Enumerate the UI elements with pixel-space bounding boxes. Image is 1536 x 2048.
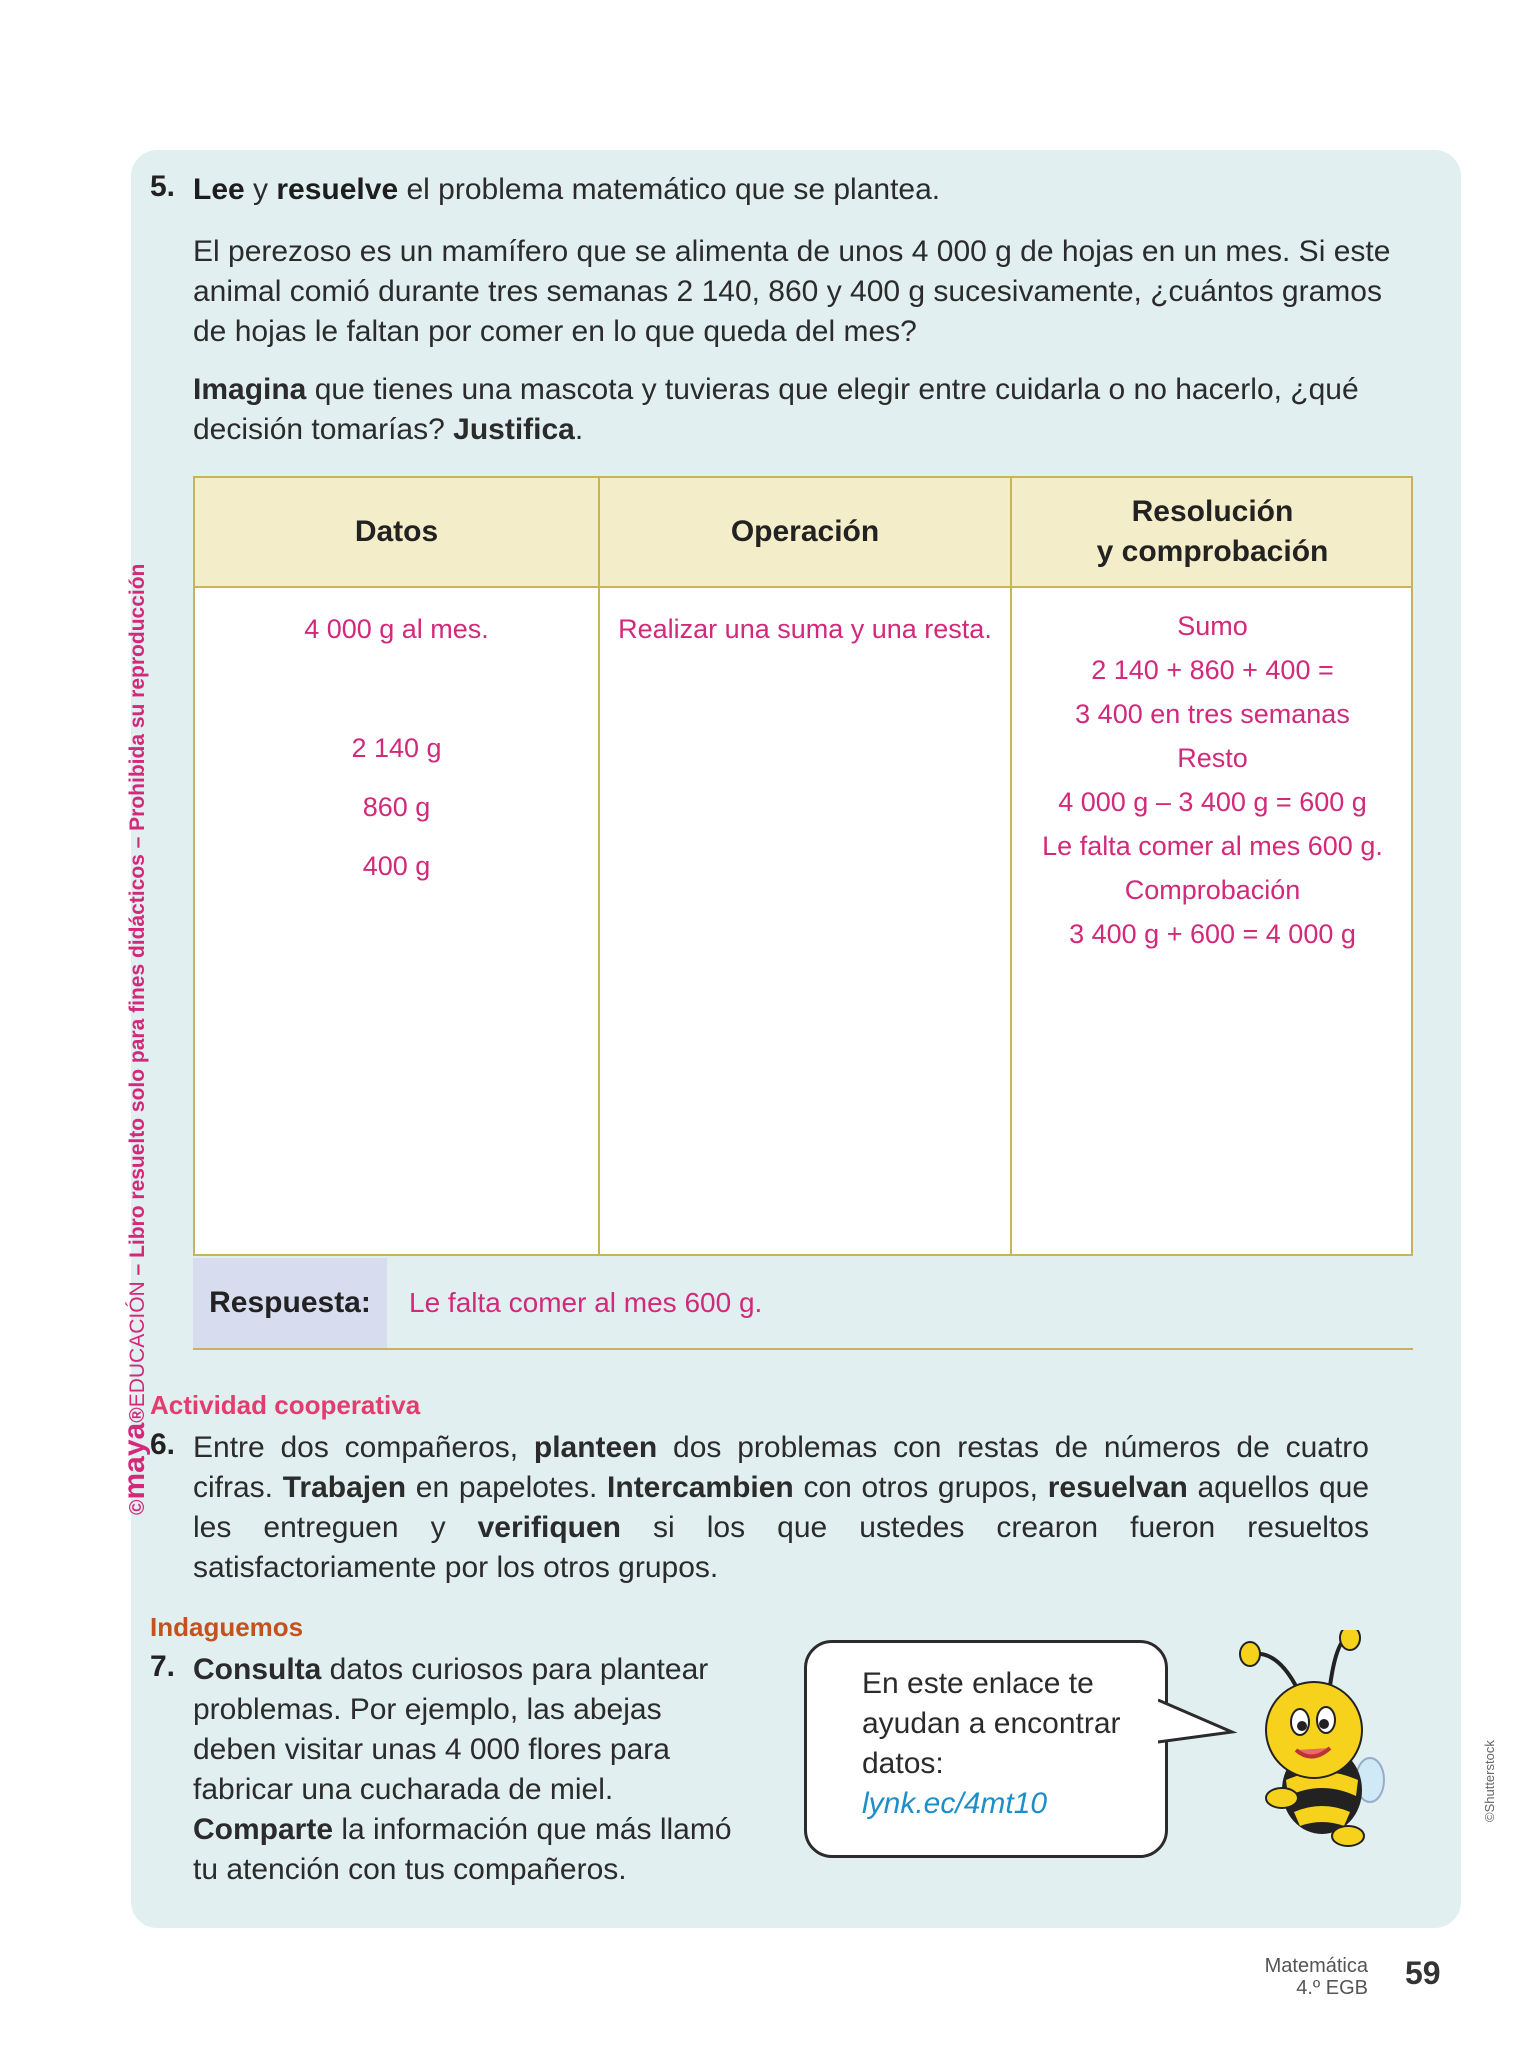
bee-antenna-tip: [1240, 1642, 1260, 1666]
coop-text: si los que ustedes crearon fueron resueltos satisfactoriamente por los otros grupos.: [193, 1511, 1369, 1584]
bee-antenna-tip: [1340, 1630, 1360, 1650]
answer-row: [193, 1258, 1413, 1350]
coop-title: Actividad cooperativa: [150, 1390, 421, 1420]
instruction-word-lee: Lee: [193, 173, 245, 206]
answer-value: Le falta comer al mes 600 g.: [409, 1287, 763, 1318]
resolucion-line: 3 400 en tres semanas: [1075, 699, 1350, 729]
footer-subject-name: Matemática: [1264, 1955, 1368, 1977]
indag-bold-comparte: Comparte: [193, 1813, 334, 1846]
header-resolucion-line1: Resolución: [1131, 495, 1294, 528]
imagine-prompt: [193, 370, 1423, 450]
coop-bold-verifiquen: verifiquen: [477, 1511, 621, 1544]
question-5-instruction: [193, 170, 940, 210]
resolucion-line: Sumo: [1177, 611, 1248, 641]
datos-cell-monthly: 4 000 g al mes.: [304, 614, 489, 644]
indag-instructions: [193, 1650, 733, 1890]
bee-head: [1266, 1682, 1362, 1778]
bee-foot: [1332, 1826, 1364, 1846]
brand-logo-text: maya: [118, 1422, 151, 1500]
page-number: 59: [1405, 1955, 1441, 1991]
imagine-text: que tienes una mascota y tuvieras que elegir entre cuidarla o no hacerlo, ¿qué decisión tomarías?: [193, 373, 1359, 446]
bee-illustration: [1238, 1630, 1388, 1850]
bee-pupil: [1297, 1721, 1307, 1731]
imagine-period: .: [574, 413, 584, 446]
coop-instructions: [193, 1428, 1369, 1588]
instruction-word-resuelve: resuelve: [276, 173, 399, 206]
bee-hand: [1266, 1788, 1298, 1808]
datos-cell-week3: 400 g: [362, 851, 431, 881]
bubble-text: [862, 1664, 1162, 1824]
question-7-number: 7.: [150, 1650, 176, 1683]
datos-cell-week1: 2 140 g: [351, 733, 442, 763]
header-resolucion: [1012, 478, 1413, 586]
indag-text: datos curiosos para plantear problemas. Por ejemplo, las abejas deben visitar unas 4 000 flores para fabricar una cucharada de miel.: [193, 1653, 709, 1806]
bubble-message: En este enlace te ayudan a encontrar datos:: [862, 1667, 1121, 1780]
question-6-number: 6.: [150, 1428, 176, 1461]
imagine-bold: Imagina: [193, 373, 307, 406]
indag-text: la información que más llamó tu atención con tus compañeros.: [193, 1813, 732, 1886]
resolucion-line: 4 000 g – 3 400 g = 600 g: [1058, 787, 1367, 817]
coop-bold-trabajen: Trabajen: [282, 1471, 407, 1504]
instruction-rest: el problema matemático que se plantea.: [398, 173, 941, 206]
coop-text: con otros grupos,: [793, 1471, 1048, 1504]
coop-bold-planteen: planteen: [533, 1431, 658, 1464]
edu-text: EDUCACIÓN: [126, 1281, 149, 1408]
coop-bold-resuelvan: resuelvan: [1047, 1471, 1188, 1504]
resolucion-line: 3 400 g + 600 = 4 000 g: [1069, 919, 1356, 949]
copyright-notice: [118, 564, 152, 1515]
coop-text: aquellos que les entreguen y: [193, 1471, 1370, 1544]
coop-text: dos problemas con restas de números de cuatro cifras.: [193, 1431, 1369, 1504]
instruction-connector: y: [244, 173, 277, 206]
datos-cell-week2: 860 g: [362, 792, 431, 822]
operacion-cell: Realizar una suma y una resta.: [618, 614, 992, 644]
resolucion-line: 2 140 + 860 + 400 =: [1091, 655, 1334, 685]
resolucion-line: Le falta comer al mes 600 g.: [1042, 831, 1383, 861]
bee-pupil: [1319, 1719, 1329, 1729]
resolution-table: [193, 476, 1413, 1256]
justify-bold: Justifica: [453, 413, 575, 446]
resolucion-cell: [1012, 604, 1413, 956]
header-datos: Datos: [354, 515, 439, 548]
coop-text: en papelotes.: [406, 1471, 608, 1504]
question-5-number: 5.: [150, 170, 176, 203]
coop-bold-intercambien: Intercambien: [607, 1471, 794, 1504]
indag-title: Indaguemos: [150, 1612, 304, 1642]
header-operacion: Operación: [730, 515, 880, 548]
resolucion-line: Comprobación: [1124, 875, 1301, 905]
header-resolucion-line2: y comprobación: [1096, 535, 1329, 568]
answer-label: Respuesta:: [193, 1258, 387, 1348]
notice-text: – Libro resuelto solo para fines didácticos – Prohibida su reproducción: [126, 563, 149, 1282]
registered-symbol: ®: [126, 1407, 149, 1423]
coop-text: Entre dos compañeros,: [193, 1431, 534, 1464]
footer-grade: 4.º EGB: [1296, 1977, 1368, 1999]
speech-bubble-tail: [1158, 1690, 1238, 1760]
copyright-symbol: ©: [126, 1499, 149, 1515]
resolucion-line: Resto: [1177, 743, 1248, 773]
resource-link[interactable]: lynk.ec/4mt10: [862, 1787, 1048, 1820]
problem-statement: El perezoso es un mamífero que se alimenta de unos 4 000 g de hojas en un mes. Si este animal comió durante tres semanas 2 140, 860 y 400 g sucesivamente, ¿cuántos gramos de hojas le faltan por comer en lo que queda del mes?: [193, 235, 1391, 348]
footer-subject: [1265, 1955, 1368, 1999]
column-divider: [598, 478, 600, 1254]
indag-bold-consulta: Consulta: [193, 1653, 322, 1686]
image-credit: ©Shutterstock: [1482, 1740, 1497, 1822]
